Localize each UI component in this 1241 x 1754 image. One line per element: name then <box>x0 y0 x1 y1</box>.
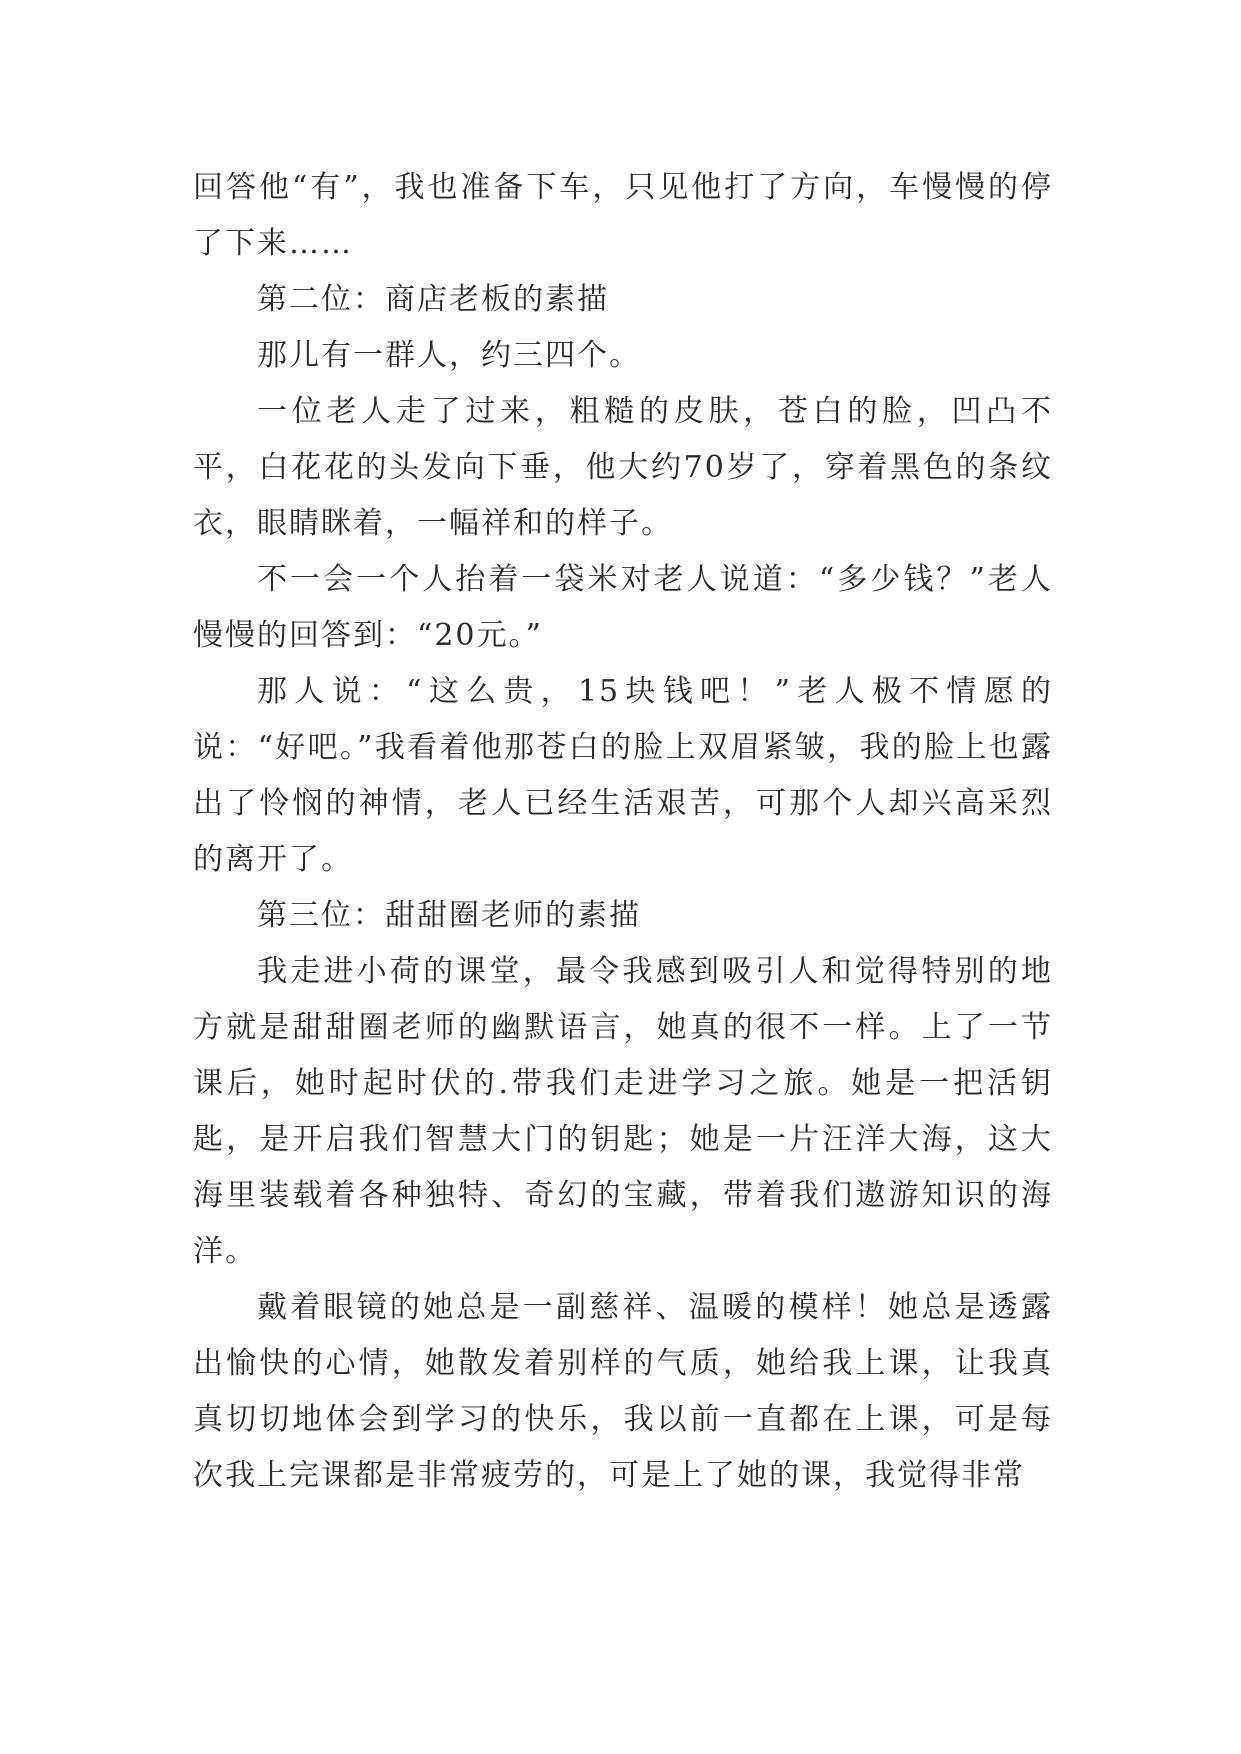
section-heading-third: 第三位：甜甜圈老师的素描 <box>257 898 641 933</box>
paragraph: 那人说：“这么贵，15块钱吧！”老人极不情愿的说：“好吧。”我看着他那苍白的脸上双眉紧皱，我的脸上也露出了怜悯的神情，老人已经生活艰苦，可那个人却兴高采烈的离开了。 <box>193 674 1053 877</box>
paragraph: 我走进小荷的课堂，最令我感到吸引人和觉得特别的地方就是甜甜圈老师的幽默语言，她真的很不一样。上了一节课后，她时起时伏的.带我们走进学习之旅。她是一把活钥匙，是开启我们智慧大门的钥匙；她是一片汪洋大海，这大海里装载着各种独特、奇幻的宝藏，带着我们遨游知识的海洋。 <box>193 954 1053 1269</box>
paragraph: 戴着眼镜的她总是一副慈祥、温暖的模样！她总是透露出愉快的心情，她散发着别样的气质，她给我上课，让我真真切切地体会到学习的快乐，我以前一直都在上课，可是每次我上完课都是非常疲劳的，可是上了她的课，我觉得非常 <box>193 1290 1053 1493</box>
document-body <box>193 160 1053 1504</box>
paragraph: 那儿有一群人，约三四个。 <box>257 338 641 373</box>
paragraph-continuation: 回答他“有”，我也准备下车，只见他打了方向，车慢慢的停了下来…… <box>193 170 1053 261</box>
section-heading-second: 第二位：商店老板的素描 <box>257 282 609 317</box>
paragraph: 一位老人走了过来，粗糙的皮肤，苍白的脸，凹凸不平，白花花的头发向下垂，他大约70岁了，穿着黑色的条纹衣，眼睛眯着，一幅祥和的样子。 <box>193 394 1053 541</box>
paragraph: 不一会一个人抬着一袋米对老人说道：“多少钱？”老人慢慢的回答到：“20元。” <box>193 562 1053 653</box>
